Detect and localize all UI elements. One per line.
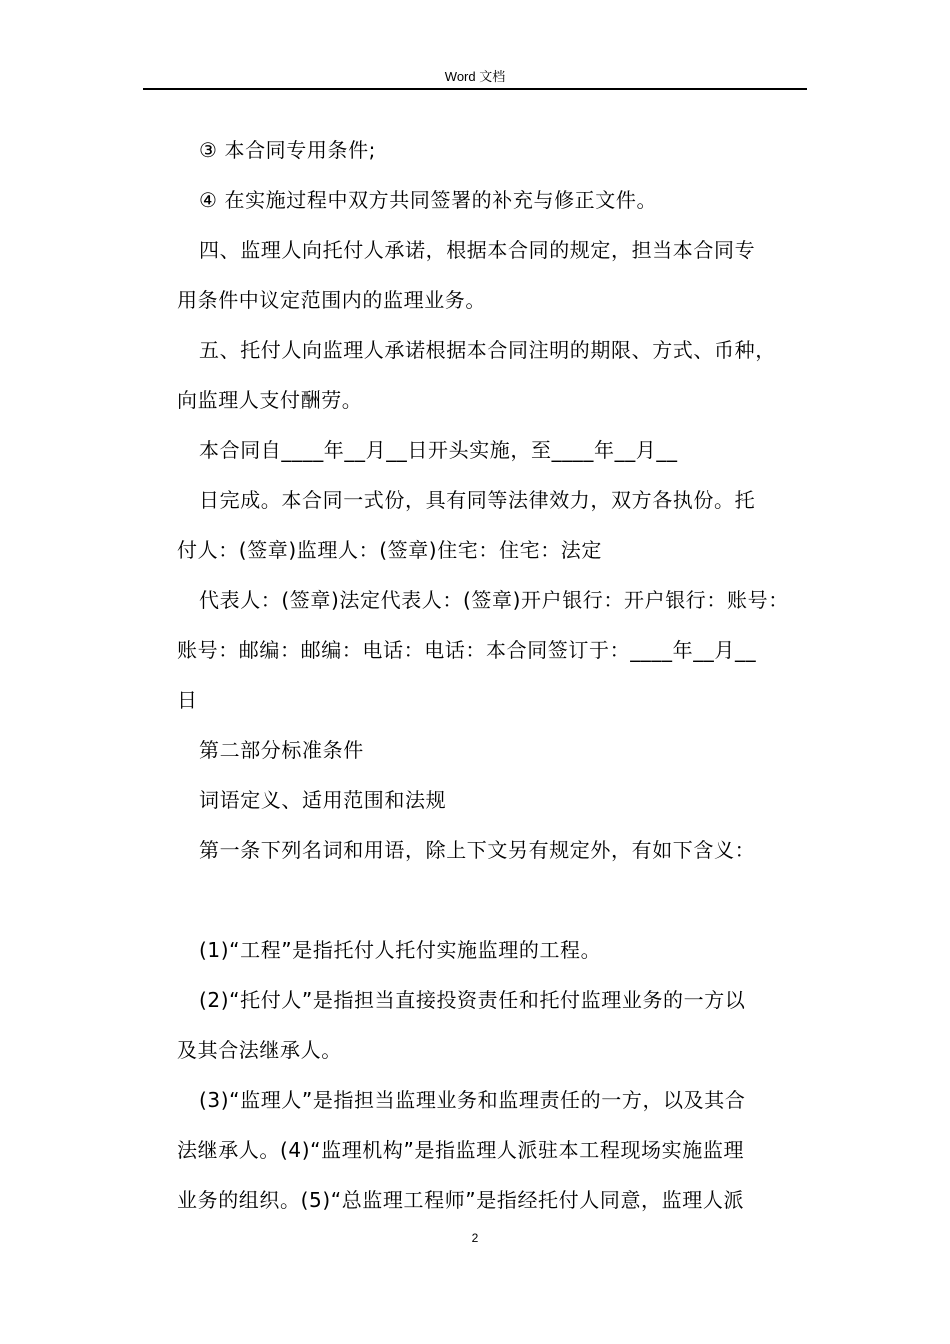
body-line: 词语定义、适用范围和法规: [199, 788, 447, 812]
body-line: (3)“监理人”是指担当监理业务和监理责任的一方，以及其合: [199, 1088, 746, 1112]
body-line: (1)“工程”是指托付人托付实施监理的工程。: [199, 938, 602, 962]
body-line: 账号：邮编：邮编：电话：电话：本合同签订于：____年__月__: [177, 638, 757, 662]
body-line: 代表人：(签章)法定代表人：(签章)开户银行：开户银行：账号：: [199, 588, 789, 612]
body-line: 第二部分标准条件: [199, 738, 364, 762]
body-line: 付人：(签章)监理人：(签章)住宅：住宅：法定: [177, 538, 603, 562]
body-line: ③ 本合同专用条件;: [199, 138, 377, 162]
body-line: 日完成。本合同一式份，具有同等法律效力，双方各执份。托: [199, 488, 756, 512]
body-line: 用条件中议定范围内的监理业务。: [177, 288, 486, 312]
header-rule: [143, 88, 807, 90]
body-line: 第一条下列名词和用语，除上下文另有规定外，有如下含义：: [199, 838, 756, 862]
body-line: 日: [177, 688, 198, 712]
body-line: 本合同自____年__月__日开头实施，至____年__月__: [199, 438, 678, 462]
body-line: 向监理人支付酬劳。: [177, 388, 363, 412]
body-line: 法继承人。(4)“监理机构”是指监理人派驻本工程现场实施监理: [177, 1138, 745, 1162]
body-line: 五、托付人向监理人承诺根据本合同注明的期限、方式、币种，: [199, 338, 776, 362]
document-body: [177, 128, 817, 1228]
body-line: 业务的组织。(5)“总监理工程师”是指经托付人同意，监理人派: [177, 1188, 745, 1212]
body-line: (2)“托付人”是指担当直接投资责任和托付监理业务的一方以: [199, 988, 746, 1012]
body-line: 四、监理人向托付人承诺，根据本合同的规定，担当本合同专: [199, 238, 756, 262]
blank-gap: [177, 878, 817, 928]
header-title: Word 文档: [444, 69, 506, 84]
body-line: 及其合法继承人。: [177, 1038, 342, 1062]
page-number: 2: [471, 1231, 479, 1245]
body-line: ④ 在实施过程中双方共同签署的补充与修正文件。: [199, 188, 658, 212]
